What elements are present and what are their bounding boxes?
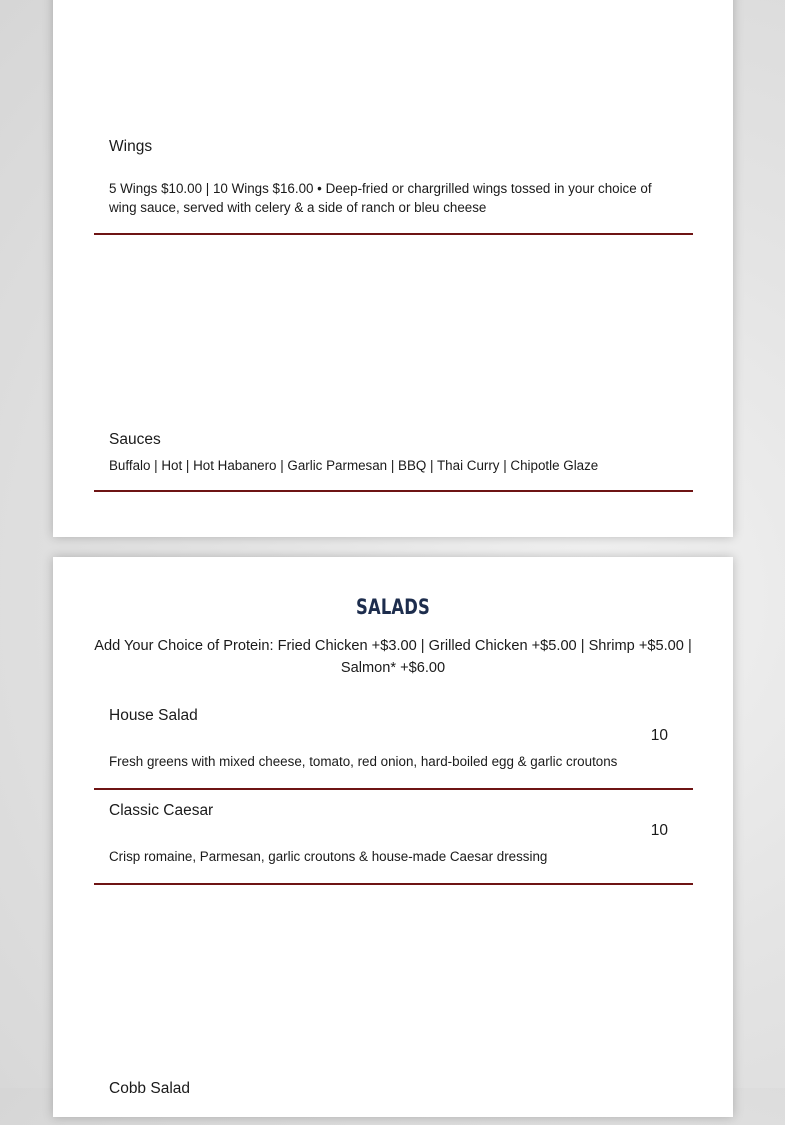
menu-card-salads <box>53 557 733 1117</box>
item-name: Cobb Salad <box>109 1080 191 1097</box>
item-description: Buffalo | Hot | Hot Habanero | Garlic Parmesan | BBQ | Thai Curry | Chipotle Glaze <box>109 458 599 473</box>
menu-item-house-salad <box>94 695 693 790</box>
menu-card-appetizers <box>53 0 733 537</box>
menu-item-sauces <box>94 235 693 492</box>
menu-item-cobb-salad <box>94 885 693 1125</box>
item-description: Fresh greens with mixed cheese, tomato, red onion, hard-boiled egg & garlic croutons <box>109 754 618 769</box>
item-name: Wings <box>109 138 153 155</box>
menu-item-wings <box>94 0 693 235</box>
item-price: 10 <box>650 727 668 744</box>
item-description: Crisp romaine, Parmesan, garlic croutons & house-made Caesar dressing <box>109 849 548 864</box>
item-description: 5 Wings $10.00 | 10 Wings $16.00 • Deep-fried or chargrilled wings tossed in your choice of wing sauce, served with celery & a side of ranch or bleu cheese <box>109 181 652 215</box>
section-title: SALADS <box>356 595 430 619</box>
menu-item-classic-caesar <box>94 790 693 885</box>
item-name: Sauces <box>109 431 161 448</box>
item-price: 10 <box>650 822 668 839</box>
item-name: Classic Caesar <box>109 802 214 819</box>
protein-addons-note: Add Your Choice of Protein: Fried Chicken +$3.00 | Grilled Chicken +$5.00 | Shrimp +$5.00 | Salmon* +$6.00 <box>94 638 692 676</box>
item-name: House Salad <box>109 707 198 724</box>
